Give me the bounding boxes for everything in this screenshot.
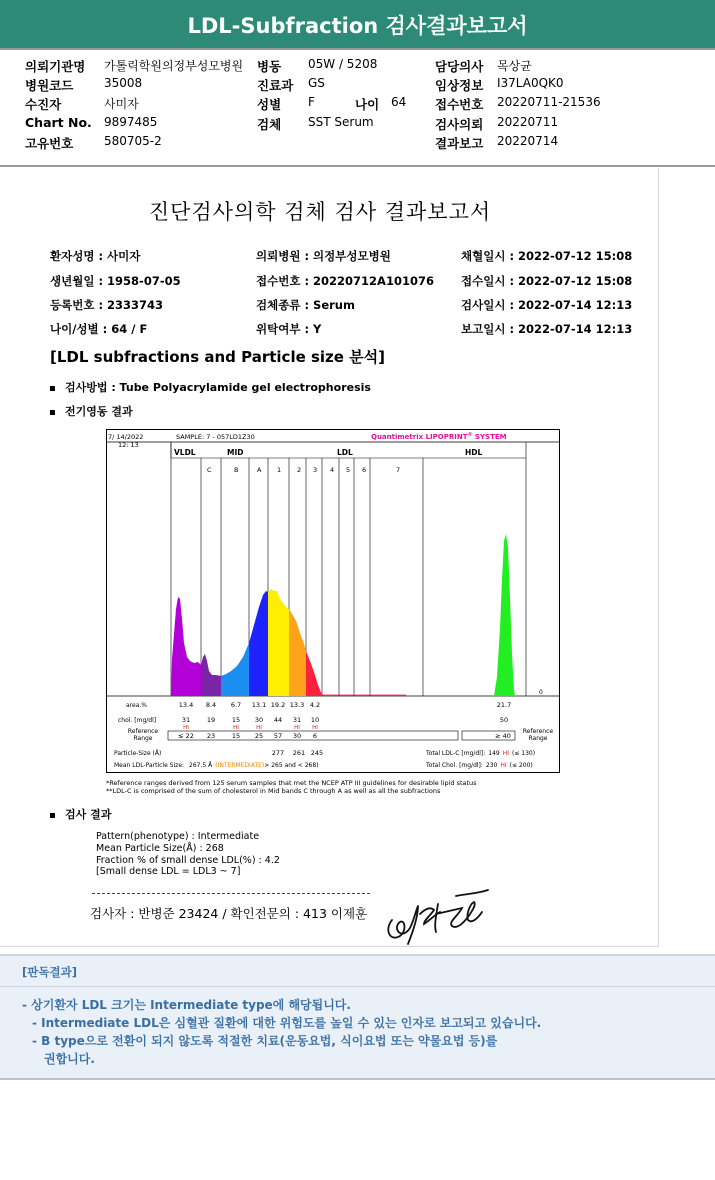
electrophoresis-chart	[106, 429, 561, 774]
age-sex: 나이/성별 : 64 / F	[50, 322, 148, 336]
banner-divider	[0, 48, 715, 50]
bullet-icon	[50, 410, 55, 415]
specimen-type: 검체종류 : Serum	[256, 298, 355, 312]
psize-ldl2: 261	[292, 749, 306, 757]
section-heading: [LDL subfractions and Particle size 분석]	[50, 348, 386, 366]
area-ldl3: 13.3	[289, 701, 305, 709]
footnote-reference: *Reference ranges derived from 125 serum samples that met the NCEP ATP III guidelines for desirable lipid status	[106, 779, 477, 787]
label-specimen: 검체	[257, 117, 282, 132]
mean-size	[114, 762, 319, 769]
chart-time: 12: 13	[118, 441, 139, 449]
label-doctor: 담당의사	[435, 59, 484, 74]
chol-vldl: 31	[181, 716, 191, 724]
result-heading-line	[50, 806, 111, 822]
ref-hdl: ≥ 40	[495, 732, 511, 740]
band-label-1: 1	[277, 466, 282, 474]
value-requester: 가톨릭학원의정부성모병원	[104, 59, 244, 73]
collection-datetime: 채혈일시 : 2022-07-12 15:08	[461, 249, 633, 263]
ref-label-right-text: Reference Range	[522, 728, 554, 742]
chart-brand	[371, 432, 507, 441]
value-hospital-code: 35008	[104, 76, 143, 90]
hi-flag-ldl3: HI	[294, 725, 300, 731]
label-report-date: 결과보고	[435, 136, 484, 151]
label-chart-no: Chart No.	[25, 115, 92, 130]
area-midb: 6.7	[230, 701, 242, 709]
value-report-date: 20220714	[497, 134, 559, 148]
value-doctor: 목상균	[497, 59, 532, 73]
electro-line	[50, 403, 133, 419]
value-request-date: 20220711	[497, 115, 559, 129]
end-zero: 0	[539, 689, 543, 696]
area-hdl: 21.7	[496, 701, 512, 709]
band-label-7: 7	[396, 466, 401, 474]
group-hdl: HDL	[465, 448, 483, 457]
chol-ldl1: 30	[254, 716, 264, 724]
area-ldl2: 19.2	[270, 701, 286, 709]
result-heading: 검사 결과	[65, 808, 112, 821]
band-label-6: 6	[362, 466, 367, 474]
judgement-line-1: - 상기환자 LDL 크기는 Intermediate type에 해당됩니다.	[22, 998, 351, 1012]
ref-label-left-text: Reference Range	[127, 728, 159, 742]
judgement-divider	[0, 986, 715, 987]
label-hospital-code: 병원코드	[25, 78, 74, 93]
judgement-title: [판독결과]	[22, 965, 77, 979]
ref-ldl1: 25	[254, 732, 264, 740]
requesting-hospital: 의뢰병원 : 의정부성모병원	[256, 249, 391, 263]
receipt-number: 접수번호 : 20220712A101076	[256, 274, 434, 288]
result-sd-ldl: [Small dense LDL = LDL3 ~ 7]	[96, 866, 241, 877]
result-mean-size: Mean Particle Size(Å) : 268	[96, 843, 224, 854]
chol-hdl: 50	[499, 716, 509, 724]
mean-size-label: Mean LDL-Particle Size:	[114, 762, 185, 769]
total-ldl-hi: HI	[502, 750, 509, 757]
psize-values	[272, 749, 323, 757]
mean-size-range: > 265 and < 268)	[264, 762, 319, 769]
value-receipt: 20220711-21536	[497, 95, 601, 109]
chol-ldl3: 31	[292, 716, 302, 724]
psize-ldl1: 277	[271, 749, 285, 757]
header-divider	[0, 165, 715, 167]
total-chol-hi: HI	[500, 762, 507, 769]
test-datetime: 검사일시 : 2022-07-14 12:13	[461, 298, 633, 312]
band-label-5: 5	[346, 466, 351, 474]
judgement-line-2: - Intermediate LDL은 심혈관 질환에 대한 위험도를 높일 수 있는 인자로 보고되고 있습니다.	[32, 1016, 542, 1030]
bullet-icon	[50, 813, 55, 818]
chol-ldl4: 10	[310, 716, 320, 724]
chart-sample: SAMPLE: 7 - 057LD1Z30	[176, 433, 255, 441]
label-request-date: 검사의뢰	[435, 117, 484, 132]
area-midc: 8.4	[205, 701, 217, 709]
ref-ldl3: 30	[292, 732, 302, 740]
brand-sup: ®	[467, 432, 473, 438]
electro-text: 전기영동 결과	[65, 405, 133, 418]
result-pattern: Pattern(phenotype) : Intermediate	[96, 831, 260, 842]
band-label-3: 3	[313, 466, 318, 474]
value-sex: F	[308, 95, 315, 109]
total-ldl-label: Total LDL-C [mg/dl]:	[426, 750, 486, 757]
chart-date: 7/ 14/2022	[108, 433, 144, 441]
value-dept: GS	[308, 76, 325, 90]
value-age: 64	[391, 95, 407, 109]
value-ward: 05W / 5208	[308, 57, 378, 71]
area-vldl: 13.4	[178, 701, 194, 709]
total-chol-value: 230	[485, 762, 498, 769]
label-unique-no: 고유번호	[25, 136, 74, 151]
ref-ldl2: 57	[273, 732, 283, 740]
hi-flag-vldl: HI	[183, 725, 189, 731]
value-unique-no: 580705-2	[104, 134, 162, 148]
area-label: area.%	[126, 702, 147, 709]
report-datetime: 보고일시 : 2022-07-14 12:13	[461, 322, 633, 336]
document-title: 진단검사의학 검체 검사 결과보고서	[148, 200, 492, 224]
handwritten-signature	[378, 884, 493, 946]
registration-no: 등록번호 : 2333743	[50, 298, 164, 312]
hi-flag-ldl4: HI	[312, 725, 318, 731]
label-receipt: 접수번호	[435, 97, 484, 112]
value-chart-no: 9897485	[104, 115, 158, 129]
signature-divider	[92, 893, 370, 894]
chol-midb: 15	[231, 716, 241, 724]
brand-tail: SYSTEM	[472, 433, 507, 441]
label-patient: 수진자	[25, 97, 62, 112]
brand-name: Quantimetrix LIPOPRINT	[371, 433, 468, 441]
total-chol-label: Total Chol. [mg/dl]:	[426, 762, 483, 769]
bullet-icon	[50, 386, 55, 391]
mean-size-tag: (INTERMEDIATE)	[215, 762, 265, 769]
psize-ldl3: 245	[310, 749, 324, 757]
total-chol-ref: (≤ 200)	[509, 762, 533, 769]
method-line	[50, 379, 371, 395]
footnote-ldlc: **LDL-C is comprised of the sum of cholesterol in Mid bands C through A as well as all the subfractions	[106, 787, 441, 795]
value-clinical: I37LA0QK0	[497, 76, 564, 90]
label-age: 나이	[355, 97, 380, 112]
ref-vldl: ≤ 22	[178, 732, 194, 740]
birth-date: 생년월일 : 1958-07-05	[50, 274, 181, 288]
judgement-line-3: - B type으로 전환이 되지 않도록 적절한 치료(운동요법, 식이요법 또는 약물요법 등)를	[32, 1034, 498, 1048]
ref-midb: 15	[231, 732, 241, 740]
area-ldl1: 13.1	[251, 701, 267, 709]
method-text: 검사방법 : Tube Polyacrylamide gel electrophoresis	[65, 381, 371, 394]
consignment: 위탁여부 : Y	[256, 322, 322, 336]
label-requester: 의뢰기관명	[25, 59, 86, 74]
band-label-2: 2	[297, 466, 302, 474]
hi-flag-midb: HI	[233, 725, 239, 731]
total-ldl	[425, 750, 535, 757]
total-ldl-value: 149	[488, 750, 500, 757]
value-patient: 사미자	[104, 97, 139, 111]
total-ldl-ref: (≤ 130)	[511, 750, 536, 757]
signature-line: 검사자 : 반병준 23424 / 확인전문의 : 413 이제훈	[90, 906, 368, 921]
label-sex: 성별	[257, 97, 282, 112]
label-dept: 진료과	[257, 78, 294, 93]
group-ldl: LDL	[337, 448, 353, 457]
patient-name: 환자성명 : 사미자	[50, 249, 141, 263]
psize-label: Particle-Size (Å)	[114, 750, 162, 757]
group-mid: MID	[227, 448, 244, 457]
band-label-c: C	[207, 466, 212, 474]
hi-flag-ldl1: HI	[256, 725, 262, 731]
band-label-4: 4	[330, 466, 335, 474]
total-chol	[425, 762, 533, 769]
ref-midc: 23	[206, 732, 216, 740]
band-label-b: B	[234, 466, 239, 474]
label-clinical: 임상정보	[435, 78, 484, 93]
area-ldl4: 4.2	[309, 701, 321, 709]
chol-ldl2: 44	[273, 716, 283, 724]
ref-label-right	[516, 728, 560, 748]
ref-ldl4: 6	[312, 732, 318, 740]
label-ward: 병동	[257, 59, 282, 74]
band-label-a: A	[257, 466, 262, 474]
receipt-datetime: 접수일시 : 2022-07-12 15:08	[461, 274, 633, 288]
judgement-line-4: 권합니다.	[44, 1052, 95, 1066]
value-specimen: SST Serum	[308, 115, 374, 129]
ref-label-left	[120, 728, 166, 748]
chol-label: chol. [mg/dl]	[118, 717, 157, 724]
mean-size-value: 267.5 Å	[189, 762, 213, 769]
chol-midc: 19	[206, 716, 216, 724]
group-vldl: VLDL	[174, 448, 196, 457]
result-fraction: Fraction % of small dense LDL(%) : 4.2	[96, 855, 280, 866]
report-banner: LDL-Subfraction 검사결과보고서	[0, 0, 715, 48]
